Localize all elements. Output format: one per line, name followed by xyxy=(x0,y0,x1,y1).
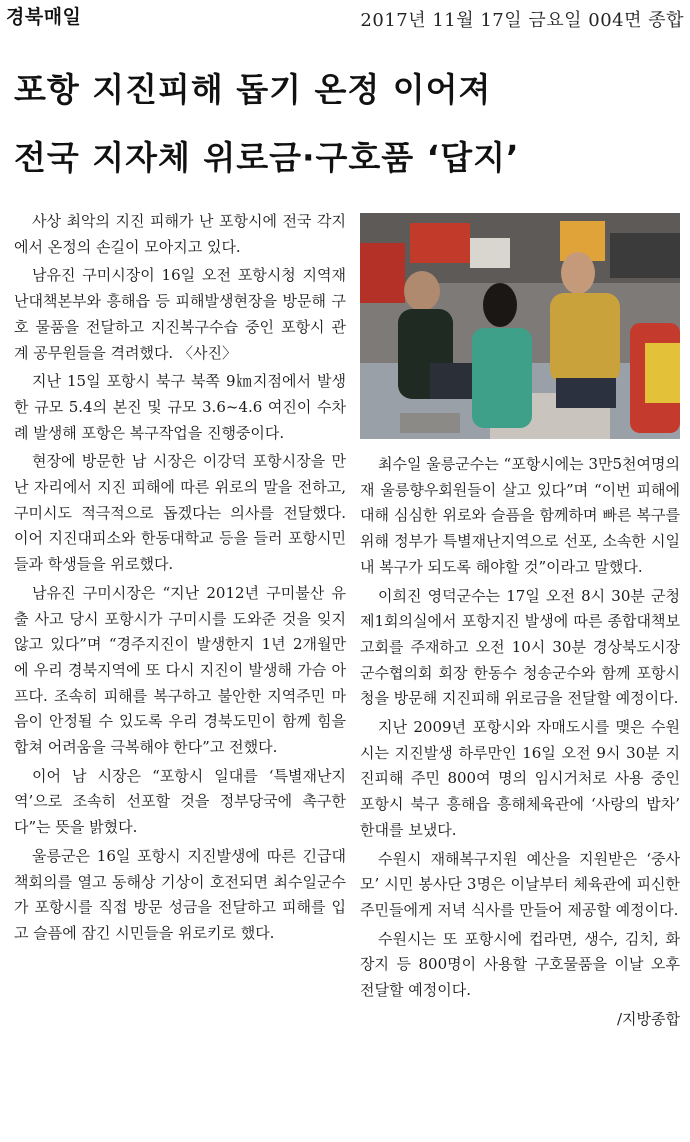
paragraph: 지난 2009년 포항시와 자매도시를 맺은 수원시는 지진발생 하루만인 16일 오전 9시 30분 지진피해 주민 800여 명의 임시거처로 사용 중인 포항시 북구 흥해읍 흥해체육관에 ‘사랑의 밥차’ 한대를 보냈다. xyxy=(360,718,680,839)
photo-illustration xyxy=(360,213,680,439)
paragraph: 수원시 재해복구지원 예산을 지원받은 ‘중사모’ 시민 봉사단 3명은 이날부터 체육관에 피신한 주민들에게 저녁 식사를 만들어 제공할 예정이다. xyxy=(360,849,680,919)
paragraph: 이희진 영덕군수는 17일 오전 8시 30분 군청 제1회의실에서 포항지진 발생에 따른 종합대책보고회를 주재하고 오전 10시 30분 경상북도시장군수협의회 회장 한동수 청송군수와 함께 포항시청을 방문해 지진피해 위로금을 전달할 예정이다. xyxy=(360,586,680,708)
paragraph: 사상 최악의 지진 피해가 난 포항시에 전국 각지에서 온정의 손길이 모아지고 있다. xyxy=(14,212,346,256)
paragraph: 현장에 방문한 남 시장은 이강덕 포항시장을 만난 자리에서 지진 피해에 따른 위로의 말을 전하고, 구미시도 적극적으로 돕겠다는 의사를 전달했다. 이어 지진대피소와 한동대학교 등을 들러 포항시민들과 학생들을 위로했다. xyxy=(14,452,346,574)
dateline: 2017년 11월 17일 금요일 004면 종합 xyxy=(360,10,684,31)
news-photo xyxy=(360,213,680,439)
sub-headline: 전국 지자체 위로금·구호품 ‘답지’ xyxy=(14,138,520,177)
masthead xyxy=(6,2,686,32)
article-column-right xyxy=(360,452,680,1032)
paragraph: 울릉군은 16일 포항시 지진발생에 따른 긴급대책회의를 열고 동해상 기상이 호전되면 최수일군수가 포항시를 직접 방문 성금을 전달하고 피해를 입고 슬픔에 잠긴 시민들을 위로키로 했다. xyxy=(14,846,346,942)
paragraph: 남유진 구미시장은 “지난 2012년 구미불산 유출 사고 당시 포항시가 구미시를 도와준 것을 잊지 않고 있다”며 “경주지진이 발생한지 1년 2개월만에 우리 경북지역에 또 다시 지진이 발생해 가슴 아프다. 조속히 피해를 복구하고 불안한 지역주민 마음이 안정될 수 있도록 우리 경북도민이 함께 힘을 합쳐 어려움을 극복해야 한다”고 전했다. xyxy=(14,583,346,757)
newspaper-name: 경북매일 xyxy=(6,6,82,28)
byline: /지방종합 xyxy=(616,1009,680,1028)
paragraph: 최수일 울릉군수는 “포항시에는 3만5천여명의 재 울릉향우회원들이 살고 있다”며 “이번 피해에 대해 심심한 위로와 슬픔을 함께하며 빠른 복구를 위해 정부가 특별재난지역으로 선포, 소속한 시일내 복구가 되도록 해야할 것”이라고 말했다. xyxy=(360,455,680,576)
paragraph: 지난 15일 포항시 북구 북쪽 9㎞지점에서 발생한 규모 5.4의 본진 및 규모 3.6~4.6 여진이 수차례 발생해 포항은 복구작업을 진행중이다. xyxy=(14,372,346,442)
paragraph: 수원시는 또 포항시에 컵라면, 생수, 김치, 화장지 등 800명이 사용할 구호물품을 이날 오후 전달할 예정이다. xyxy=(360,929,680,1000)
paragraph: 이어 남 시장은 “포항시 일대를 ‘특별재난지역’으로 조속히 선포할 것을 정부당국에 촉구한다”는 뜻을 밝혔다. xyxy=(14,766,346,837)
article-column-left xyxy=(14,209,346,950)
paragraph: 남유진 구미시장이 16일 오전 포항시청 지역재난대책본부와 흥해읍 등 피해발생현장을 방문해 구호 물품을 전달하고 지진복구수습 중인 포항시 관계 공무원들을 격려했다. 〈사진〉 xyxy=(14,266,346,362)
main-headline: 포항 지진피해 돕기 온정 이어져 xyxy=(14,70,492,109)
